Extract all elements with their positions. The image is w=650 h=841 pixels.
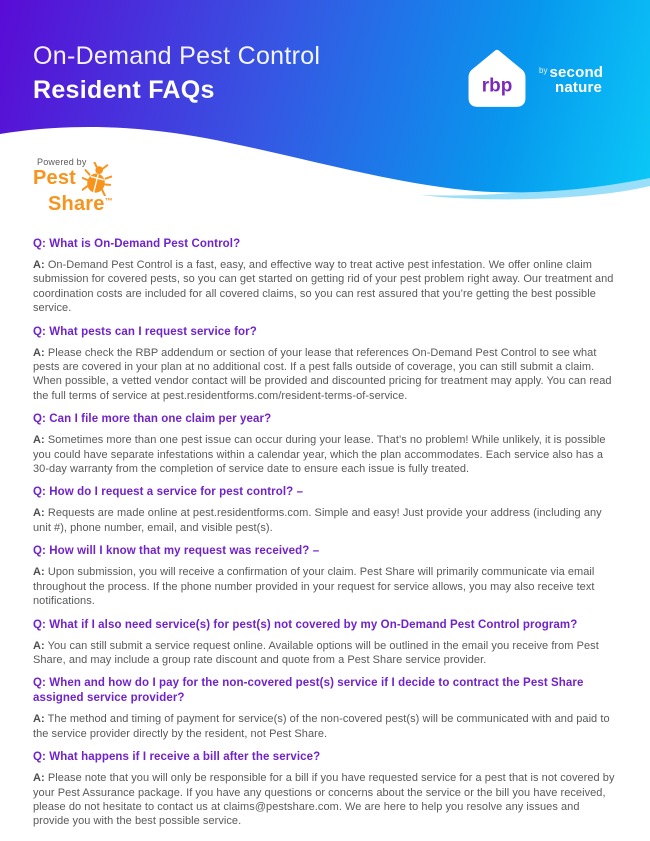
faq-answer — [33, 771, 618, 829]
answer-text: The method and timing of payment for service(s) of the non-covered pest(s) will be communicated with and paid to the service provider directly by the resident, not Pest Share. — [33, 713, 610, 740]
rbp-logo-text: rbp — [481, 75, 513, 97]
faq-answer — [33, 433, 618, 476]
faq-answer — [33, 712, 618, 741]
answer-text: You can still submit a service request online. Available options will be outlined in the email you receive from Pest Share, and may include a group rate discount and quote from a Pest Share service provider. — [33, 639, 599, 666]
faq-answer — [33, 346, 618, 404]
hero-banner — [0, 0, 650, 230]
faq-item — [33, 237, 618, 316]
pest-share-lockup — [33, 157, 113, 215]
second-nature-wordmark — [539, 65, 603, 95]
answer-prefix: A: — [33, 639, 45, 652]
faq-item — [33, 618, 618, 668]
answer-text: Sometimes more than one pest issue can occur during your lease. That’s no problem! While unlikely, it is possible you could have separate infestations within a calendar year, which the plan accommodates. Each service also has a 30-day warranty from the completion of service date to ensure each issue is fully treated. — [33, 434, 606, 476]
faq-answer — [33, 506, 618, 535]
faq-question: Q: How do I request a service for pest control? – — [33, 486, 304, 499]
faq-item — [33, 485, 618, 535]
page-subtitle: Resident FAQs — [33, 76, 215, 104]
answer-text: Please note that you will only be responsible for a bill if you have requested service for a pest that is not covered by your Pest Assurance package. If you have any questions or concerns about the service or the bill you have received, please do not hesitate to contact us at claims@pestshare.com. We are here to help you resolve any issues and provide you with the best possible service. — [33, 772, 615, 828]
rbp-house-logo-icon — [464, 45, 530, 115]
faq-answer — [33, 258, 618, 316]
faq-item — [33, 544, 618, 608]
answer-text: Upon submission, you will receive a confirmation of your claim. Pest Share will primarily communicate via email throughout the process. If the phone number provided in your request for service allows, you may also receive text notifications. — [33, 566, 595, 608]
powered-by-label: Powered by — [37, 157, 87, 167]
faq-item — [33, 750, 618, 829]
answer-text: Please check the RBP addendum or section of your lease that references On-Demand Pest Control to see what pests are covered in your plan at no additional cost. If a pest falls outside of coverage, you can still submit a claim. When possible, a vetted vendor contact will be provided and discounted pricing for treatment may apply. You can read the full terms of service at pest.residentforms.com/resident-terms-of-service. — [33, 346, 612, 402]
faq-item — [33, 676, 618, 741]
beetle-icon — [82, 162, 112, 196]
faq-question: Q: When and how do I pay for the non-covered pest(s) service if I decide to contract the Pest Share assigned service provider? — [33, 677, 584, 705]
brand-word-second: second — [549, 64, 604, 81]
faq-question: Q: How will I know that my request was received? – — [33, 545, 320, 558]
answer-prefix: A: — [33, 434, 45, 447]
answer-prefix: A: — [33, 346, 45, 359]
answer-text: On-Demand Pest Control is a fast, easy, and effective way to treat active pest infestation. We offer online claim submission for covered pests, so you can get started on getting rid of your pest problem right away. Our treatment and coordination costs are included for all covered claims, so you can rest assured that you’re getting the best possible service. — [33, 259, 614, 315]
faq-question: Q: Can I file more than one claim per year? — [33, 413, 272, 426]
faq-question: Q: What happens if I receive a bill after the service? — [33, 751, 321, 764]
answer-prefix: A: — [33, 507, 45, 520]
faq-question: Q: What if I also need service(s) for pest(s) not covered by my On-Demand Pest Control program? — [33, 618, 578, 631]
faq-answer — [33, 639, 618, 668]
rbp-brand-lockup — [464, 45, 603, 115]
faq-item — [33, 325, 618, 404]
answer-prefix: A: — [33, 259, 45, 271]
faq-item — [33, 412, 618, 476]
faq-question: Q: What pests can I request service for? — [33, 325, 257, 338]
answer-prefix: A: — [33, 566, 45, 579]
brand-word-nature: nature — [555, 79, 603, 96]
answer-prefix: A: — [33, 713, 45, 726]
by-label: by — [539, 66, 548, 75]
pest-share-wordmark-pest: Pest — [33, 167, 77, 189]
answer-prefix: A: — [33, 772, 45, 785]
faq-list — [0, 230, 650, 829]
pest-share-wordmark-share: Share — [48, 193, 105, 215]
faq-question: Q: What is On-Demand Pest Control? — [33, 238, 241, 250]
answer-text: Requests are made online at pest.residentforms.com. Simple and easy! Just provide your address (including any unit #), phone number, email, and visible pest(s). — [33, 507, 602, 534]
faq-answer — [33, 565, 618, 608]
trademark-symbol: ™ — [104, 196, 113, 206]
page-title: On-Demand Pest Control — [33, 42, 321, 70]
hero-titles — [33, 41, 320, 105]
